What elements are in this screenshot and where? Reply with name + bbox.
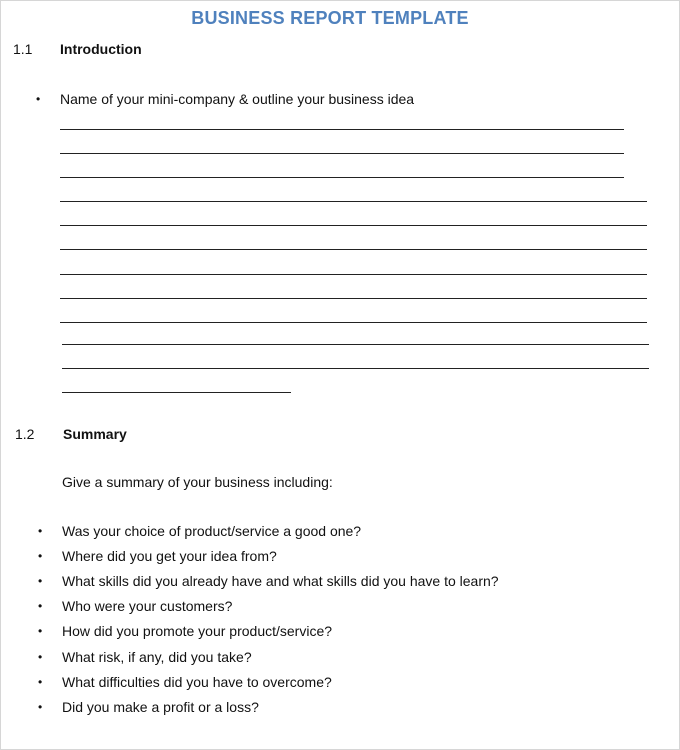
list-item xyxy=(38,548,277,564)
writing-line[interactable] xyxy=(60,177,624,178)
writing-line[interactable] xyxy=(60,153,624,154)
list-item xyxy=(38,674,332,690)
list-item-text: What skills did you already have and what skills did you have to learn? xyxy=(62,573,499,589)
section-number-summary: 1.2 xyxy=(15,426,35,442)
bullet-icon: • xyxy=(38,650,43,664)
list-item xyxy=(38,573,499,589)
writing-line[interactable] xyxy=(62,392,291,393)
bullet-icon: • xyxy=(36,92,41,106)
bullet-icon: • xyxy=(38,700,43,714)
writing-line[interactable] xyxy=(60,249,647,250)
section-heading-introduction: Introduction xyxy=(60,41,142,57)
list-item-text: How did you promote your product/service? xyxy=(62,623,333,639)
list-item-text: Where did you get your idea from? xyxy=(62,548,277,564)
writing-line[interactable] xyxy=(62,368,649,369)
summary-intro: Give a summary of your business including: xyxy=(62,474,333,490)
writing-line[interactable] xyxy=(62,344,649,345)
writing-line[interactable] xyxy=(60,298,647,299)
list-item xyxy=(38,523,362,539)
writing-line[interactable] xyxy=(60,201,647,202)
list-item xyxy=(38,649,252,665)
list-item-text: Was your choice of product/service a good one? xyxy=(62,523,362,539)
writing-line[interactable] xyxy=(60,322,647,323)
writing-line[interactable] xyxy=(60,274,647,275)
list-item-text: What difficulties did you have to overcome? xyxy=(62,674,332,690)
section-heading-summary: Summary xyxy=(63,426,127,442)
bullet-icon: • xyxy=(38,574,43,588)
list-item xyxy=(36,91,415,107)
bullet-icon: • xyxy=(38,549,43,563)
bullet-icon: • xyxy=(38,599,43,613)
list-item xyxy=(38,598,233,614)
list-item-text: What risk, if any, did you take? xyxy=(62,649,252,665)
list-item xyxy=(38,623,333,639)
list-item-text: Name of your mini-company & outline your business idea xyxy=(60,91,415,107)
writing-line[interactable] xyxy=(60,225,647,226)
bullet-icon: • xyxy=(38,675,43,689)
document-title: BUSINESS REPORT TEMPLATE xyxy=(191,8,469,28)
bullet-icon: • xyxy=(38,624,43,638)
list-item xyxy=(38,699,259,715)
list-item-text: Who were your customers? xyxy=(62,598,233,614)
list-item-text: Did you make a profit or a loss? xyxy=(62,699,259,715)
section-number-intro: 1.1 xyxy=(13,41,33,57)
bullet-icon: • xyxy=(38,524,43,538)
writing-line[interactable] xyxy=(60,129,624,130)
